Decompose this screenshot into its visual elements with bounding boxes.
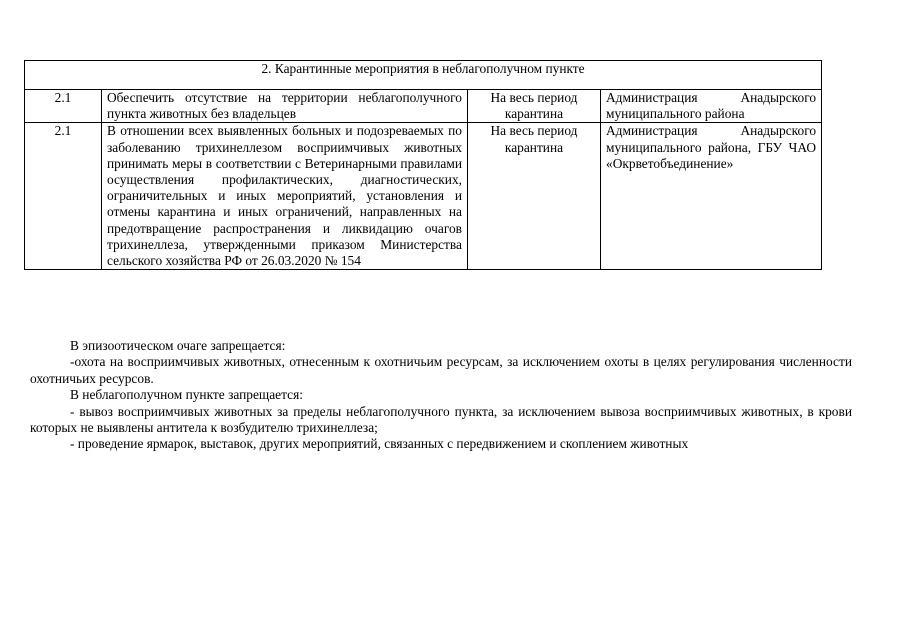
row-number: 2.1	[25, 123, 102, 270]
table-row	[25, 123, 822, 270]
body-text	[30, 338, 852, 453]
paragraph: В эпизоотическом очаге запрещается:	[70, 338, 286, 353]
section-title: 2. Карантинные мероприятия в неблагополучном пункте	[25, 61, 822, 90]
paragraph: - проведение ярмарок, выставок, других мероприятий, связанных с передвижением и скоплением животных	[70, 436, 689, 452]
table-row	[25, 90, 822, 123]
section-header-row	[25, 61, 822, 90]
period-cell: На весь период карантина	[468, 123, 601, 270]
responsible-cell: Администрация Анадырского муниципального района, ГБУ ЧАО «Окрветобъединение»	[601, 123, 822, 270]
paragraph: - вывоз восприимчивых животных за пределы неблагополучного пункта, за исключением вывоза восприимчивых животных, в крови которых не выявлены антитела к возбудителю трихинеллеза;	[30, 403, 852, 436]
paragraph: В неблагополучном пункте запрещается:	[70, 387, 303, 403]
measure-cell: В отношении всех выявленных больных и подозреваемых по заболеванию трихинеллезом восприимчивых животных принимать меры в соответствии с Ветеринарными правилами осуществления профилактических, диагностических, ограничительных и иных мероприятий, установления и отмены карантина и иных ограничений, направленных на предотвращение распространения и ликвидацию очагов трихинеллеза, утвержденными приказом Министерства сельского хозяйства РФ от 26.03.2020 № 154	[102, 123, 468, 270]
responsible-cell: Администрация Анадырского муниципального района	[601, 90, 822, 123]
quarantine-measures-table	[24, 60, 822, 270]
period-cell: На весь период карантина	[468, 90, 601, 123]
row-number: 2.1	[25, 90, 102, 123]
paragraph: -охота на восприимчивых животных, отнесенным к охотничьим ресурсам, за исключением охоты в целях регулирования численности охотничьих ресурсов.	[30, 354, 852, 386]
measure-cell: Обеспечить отсутствие на территории неблагополучного пункта животных без владельцев	[102, 90, 468, 123]
